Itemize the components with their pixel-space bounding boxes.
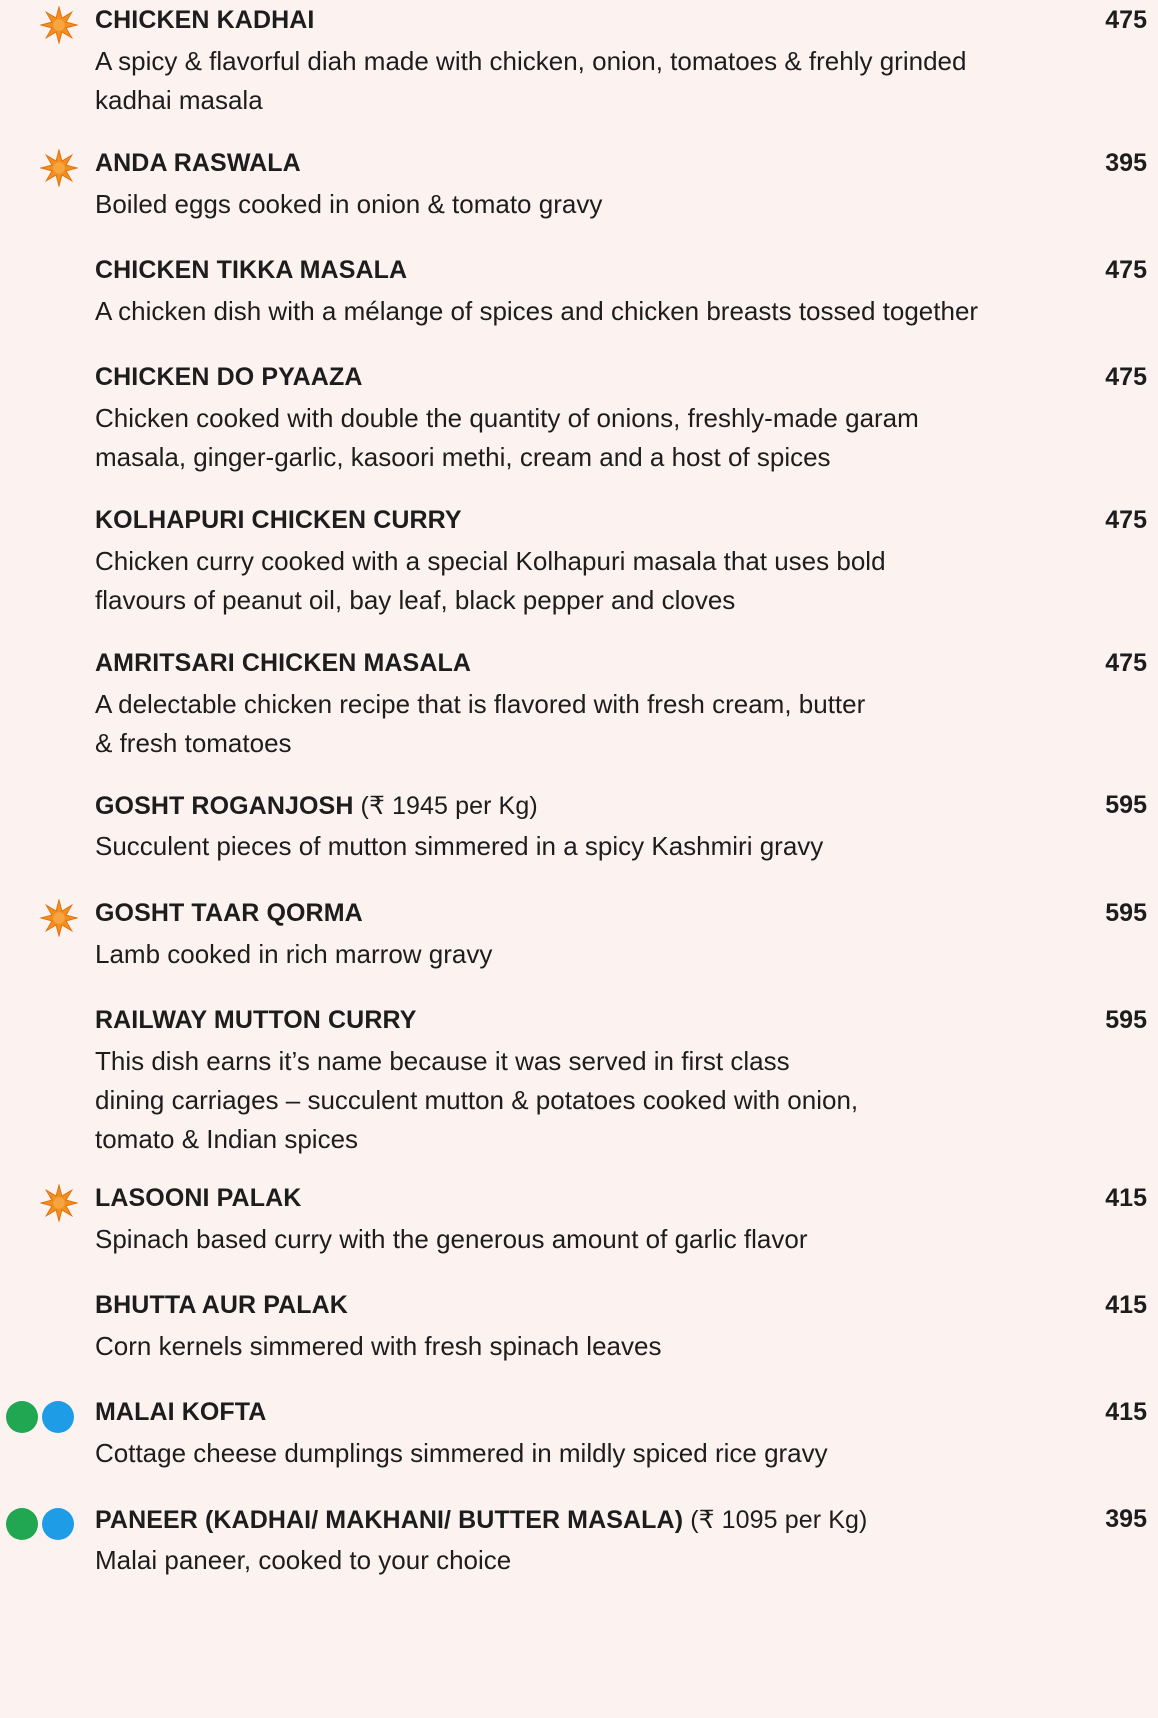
description-line: A chicken dish with a mélange of spices and chicken breasts tossed together	[95, 296, 979, 326]
menu-item-description	[95, 1220, 1115, 1259]
menu-item	[0, 787, 1158, 861]
menu-item-price-note: (₹ 1095 per Kg)	[690, 1506, 868, 1534]
menu-item-price: 475	[1105, 363, 1147, 391]
description-line: masala, ginger-garlic, kasoori methi, cream and a host of spices	[95, 442, 831, 472]
menu-item	[0, 1287, 1158, 1361]
menu-item-price: 395	[1105, 1505, 1147, 1533]
menu-item-header	[0, 1002, 1158, 1042]
menu-item	[0, 645, 1158, 758]
menu-item-name-text: RAILWAY MUTTON CURRY	[95, 1006, 417, 1034]
menu-item	[0, 1002, 1158, 1154]
menu-item-name	[95, 363, 362, 392]
menu-item-description	[95, 542, 1115, 620]
blue-dot-icon	[42, 1401, 74, 1433]
description-line: Boiled eggs cooked in onion & tomato gravy	[95, 189, 603, 219]
menu-item-name	[95, 899, 363, 928]
menu-item-header	[0, 145, 1158, 185]
menu-item-price: 395	[1105, 149, 1147, 177]
menu-item-description	[95, 1541, 1115, 1580]
menu-item	[0, 2, 1158, 115]
blue-dot-icon	[42, 1508, 74, 1540]
description-line: kadhai masala	[95, 85, 263, 115]
menu-item-header	[0, 502, 1158, 542]
menu-item	[0, 145, 1158, 219]
menu-item-name-text: CHICKEN KADHAI	[95, 6, 315, 34]
menu-item-description	[95, 399, 1115, 477]
menu-item-name-text: KOLHAPURI CHICKEN CURRY	[95, 506, 462, 534]
menu-item-header	[0, 787, 1158, 827]
menu-item-name	[95, 649, 471, 678]
menu-item-description	[95, 42, 1115, 120]
menu-item-name-text: AMRITSARI CHICKEN MASALA	[95, 649, 471, 677]
description-line: A delectable chicken recipe that is flavored with fresh cream, butter	[95, 689, 866, 719]
menu-item-description	[95, 292, 1115, 331]
star-icon	[40, 899, 78, 937]
menu-item-price: 415	[1105, 1184, 1147, 1212]
menu-item-name	[95, 1006, 416, 1035]
veg-dots-icon	[6, 1508, 78, 1540]
menu-item-name-text: MALAI KOFTA	[95, 1398, 267, 1426]
menu-item-name-text: GOSHT ROGANJOSH	[95, 792, 354, 820]
menu-item-name-text: LASOONI PALAK	[95, 1184, 302, 1212]
menu-item-description	[95, 1042, 1115, 1159]
menu-item-header	[0, 1287, 1158, 1327]
description-line: & fresh tomatoes	[95, 728, 292, 758]
menu-item-description	[95, 685, 1115, 763]
menu-item	[0, 252, 1158, 326]
menu-item-price: 475	[1105, 506, 1147, 534]
menu-item-name-text: CHICKEN DO PYAAZA	[95, 363, 363, 391]
veg-dots-icon	[6, 1401, 78, 1433]
menu-item-header	[0, 1180, 1158, 1220]
menu-item-name	[95, 6, 314, 35]
menu-item	[0, 502, 1158, 615]
menu-item-name-text: ANDA RASWALA	[95, 149, 301, 177]
menu-item-price: 415	[1105, 1291, 1147, 1319]
menu-item-header	[0, 359, 1158, 399]
menu-item	[0, 1180, 1158, 1254]
menu-item-description	[95, 827, 1115, 866]
menu-item	[0, 1394, 1158, 1468]
menu-item-header	[0, 1394, 1158, 1434]
menu-item-description	[95, 1434, 1115, 1473]
menu-item-price: 475	[1105, 649, 1147, 677]
menu-item-header	[0, 252, 1158, 292]
description-line: Succulent pieces of mutton simmered in a spicy Kashmiri gravy	[95, 831, 824, 861]
menu-item-description	[95, 1327, 1115, 1366]
description-line: Cottage cheese dumplings simmered in mildly spiced rice gravy	[95, 1438, 828, 1468]
description-line: A spicy & flavorful diah made with chicken, onion, tomatoes & frehly grinded	[95, 46, 967, 76]
star-icon	[40, 149, 78, 187]
menu-item-header	[0, 895, 1158, 935]
menu-item-description	[95, 185, 1115, 224]
menu-item	[0, 1501, 1158, 1575]
description-line: dining carriages – succulent mutton & potatoes cooked with onion,	[95, 1085, 859, 1115]
menu-item	[0, 895, 1158, 969]
menu-item-price: 415	[1105, 1398, 1147, 1426]
description-line: tomato & Indian spices	[95, 1124, 359, 1154]
menu-item-name-text: BHUTTA AUR PALAK	[95, 1291, 348, 1319]
menu-item-description	[95, 935, 1115, 974]
menu-item-price: 475	[1105, 256, 1147, 284]
description-line: Lamb cooked in rich marrow gravy	[95, 939, 493, 969]
menu-item-name	[95, 256, 407, 285]
menu-item-price: 595	[1105, 1006, 1147, 1034]
menu-item-name	[95, 149, 301, 178]
description-line: Chicken cooked with double the quantity of onions, freshly-made garam	[95, 403, 919, 433]
menu-item-header	[0, 645, 1158, 685]
description-line: Spinach based curry with the generous amount of garlic flavor	[95, 1224, 808, 1254]
description-line: flavours of peanut oil, bay leaf, black pepper and cloves	[95, 585, 736, 615]
menu-item-header	[0, 1501, 1158, 1541]
description-line: Malai paneer, cooked to your choice	[95, 1545, 512, 1575]
menu-item-name	[95, 791, 538, 821]
star-icon	[40, 6, 78, 44]
menu-item-name	[95, 506, 462, 535]
menu-item	[0, 359, 1158, 472]
green-dot-icon	[6, 1401, 38, 1433]
menu-item-name	[95, 1505, 867, 1535]
description-line: Chicken curry cooked with a special Kolhapuri masala that uses bold	[95, 546, 886, 576]
menu-item-name	[95, 1184, 301, 1213]
menu-item-header	[0, 2, 1158, 42]
menu-item-price-note: (₹ 1945 per Kg)	[360, 792, 538, 820]
menu-item-name-text: CHICKEN TIKKA MASALA	[95, 256, 408, 284]
green-dot-icon	[6, 1508, 38, 1540]
menu-item-name-text: GOSHT TAAR QORMA	[95, 899, 363, 927]
menu-item-price: 595	[1105, 899, 1147, 927]
star-icon	[40, 1184, 78, 1222]
description-line: This dish earns it’s name because it was served in first class	[95, 1046, 790, 1076]
menu-item-name	[95, 1398, 266, 1427]
menu-item-price: 475	[1105, 6, 1147, 34]
description-line: Corn kernels simmered with fresh spinach leaves	[95, 1331, 662, 1361]
menu-item-name	[95, 1291, 348, 1320]
menu-item-price: 595	[1105, 791, 1147, 819]
menu-item-name-text: PANEER (KADHAI/ MAKHANI/ BUTTER MASALA)	[95, 1506, 684, 1534]
